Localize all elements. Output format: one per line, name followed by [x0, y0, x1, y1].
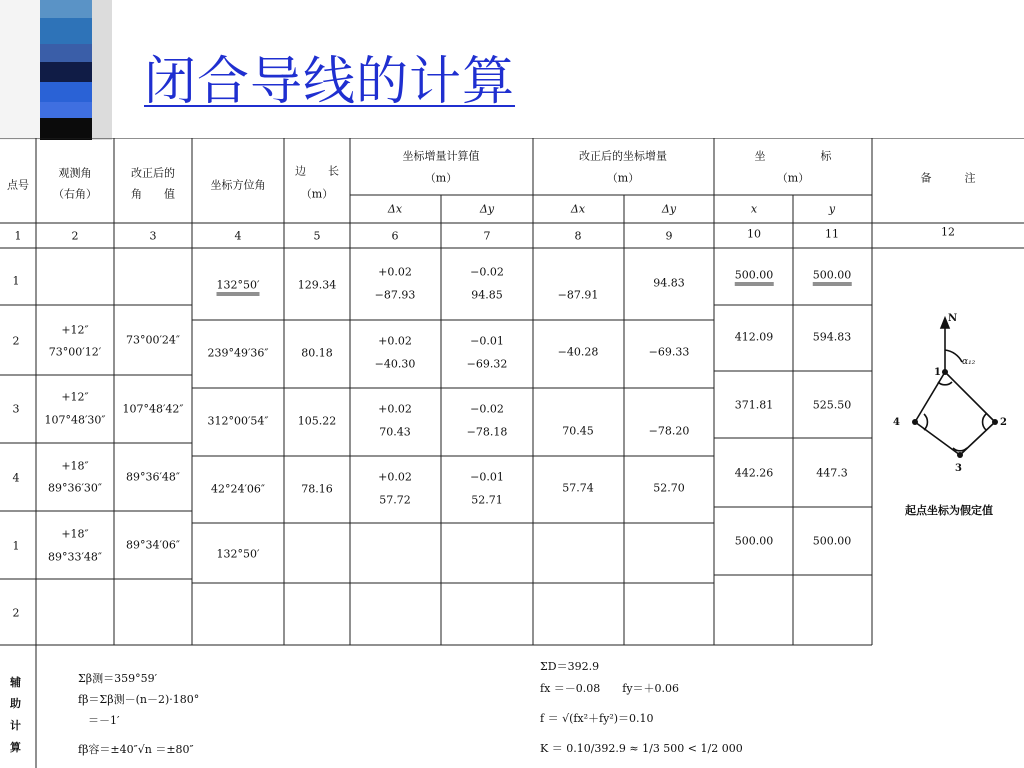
dy-correction: −0.02 — [470, 265, 504, 279]
col-num: 1 — [14, 229, 22, 243]
side-length: 78.16 — [301, 482, 333, 496]
dx-correction: +0.02 — [378, 265, 412, 279]
aux-label-2: 助 — [10, 697, 21, 710]
aux-label-4: 算 — [10, 741, 21, 754]
dx-value: −40.30 — [374, 357, 416, 371]
station-2-label: 2 — [1000, 417, 1007, 428]
dy-value: 94.85 — [471, 288, 503, 302]
dy-corrected: −69.33 — [648, 345, 690, 359]
col-num: 9 — [665, 229, 673, 243]
corrected-angle: 107°48′42″ — [122, 402, 184, 416]
subheader-y: y — [828, 202, 836, 216]
dx-value: −87.93 — [374, 288, 416, 302]
header-length: 边 长 — [295, 164, 339, 178]
header-obs-angle: 观测角 — [58, 166, 92, 180]
header-increment-corr: 改正后的坐标增量 — [579, 149, 667, 163]
header-length-unit: （m） — [300, 187, 334, 201]
header-point: 点号 — [7, 178, 29, 192]
obs-angle-correction: +18″ — [61, 459, 89, 473]
subheader-dy-calc: Δy — [479, 202, 495, 216]
dy-correction: −0.01 — [470, 334, 504, 348]
corrected-angle: 89°34′06″ — [125, 538, 181, 552]
obs-angle-correction: +12″ — [61, 390, 89, 404]
header-coordinates-unit: （m） — [776, 171, 810, 185]
corrected-angle: 73°00′24″ — [125, 333, 181, 347]
aux-f-beta-value: ＝－1′ — [88, 714, 120, 727]
remark-text: 起点坐标为假定值 — [905, 504, 993, 517]
col-num: 12 — [941, 225, 955, 239]
dy-correction: −0.02 — [470, 402, 504, 416]
aux-sum-beta: Σβ测＝359°59′ — [78, 672, 158, 685]
aux-f: f ＝ √(fx²＋fy²)＝0.10 — [540, 712, 654, 725]
subheader-dx-calc: Δx — [387, 202, 403, 216]
aux-label-3: 计 — [10, 719, 21, 732]
x-coordinate: 442.26 — [734, 466, 774, 480]
x-coordinate: 371.81 — [734, 398, 774, 412]
dy-corrected: 94.83 — [653, 276, 685, 290]
y-coordinate: 500.00 — [812, 534, 852, 548]
point-number: 2 — [12, 606, 20, 620]
x-coordinate: 412.09 — [734, 330, 774, 344]
dx-correction: +0.02 — [378, 402, 412, 416]
traverse-diagram — [890, 310, 1020, 480]
dy-correction: −0.01 — [470, 470, 504, 484]
dy-value: 52.71 — [471, 493, 503, 507]
azimuth-symbol: α₁₂ — [962, 357, 976, 367]
side-length: 105.22 — [297, 414, 337, 428]
col-num: 7 — [483, 229, 491, 243]
header-corrected-angle-sub: 角 值 — [131, 187, 175, 201]
aux-sum-d: ΣD＝392.9 — [540, 660, 600, 673]
x-coordinate-start: 500.00 — [735, 269, 774, 286]
dx-corrected: −40.28 — [557, 345, 599, 359]
corrected-angle: 89°36′48″ — [125, 470, 181, 484]
header-azimuth: 坐标方位角 — [210, 178, 266, 192]
col-num: 8 — [574, 229, 582, 243]
point-number: 4 — [12, 471, 20, 485]
col-num: 5 — [313, 229, 321, 243]
dx-corrected: −87.91 — [557, 288, 599, 302]
obs-angle-value: 107°48′30″ — [44, 413, 106, 427]
page-title: 闭合导线的计算 — [144, 52, 516, 112]
subheader-dy-corr: Δy — [661, 202, 677, 216]
aux-fx-fy: fx ＝－0.08 fy＝＋0.06 — [540, 682, 680, 695]
point-number: 1 — [12, 539, 20, 553]
dx-corrected: 70.45 — [562, 424, 594, 438]
col-num: 6 — [391, 229, 399, 243]
header-increment-calc-unit: （m） — [424, 171, 458, 185]
point-number: 2 — [12, 334, 20, 348]
point-number: 1 — [12, 274, 20, 288]
dx-value: 57.72 — [379, 493, 411, 507]
col-num: 2 — [71, 229, 79, 243]
aux-label-1: 辅 — [10, 676, 21, 689]
subheader-dx-corr: Δx — [570, 202, 586, 216]
dy-corrected: 52.70 — [653, 481, 685, 495]
y-coordinate: 525.50 — [812, 398, 852, 412]
aux-f-beta-allow: fβ容＝±40″√n ＝±80″ — [78, 743, 194, 756]
y-coordinate: 594.83 — [812, 330, 852, 344]
aux-k: K ＝ 0.10/392.9 ≈ 1/3 500 < 1/2 000 — [540, 742, 743, 755]
obs-angle-correction: +12″ — [61, 323, 89, 337]
header-obs-angle-sub: （右角） — [53, 187, 97, 201]
decorative-color-bar — [0, 0, 112, 140]
north-label: N — [948, 313, 958, 324]
side-length: 129.34 — [297, 278, 337, 292]
col-num: 11 — [825, 227, 839, 241]
col-num: 4 — [234, 229, 242, 243]
header-increment-corr-unit: （m） — [606, 171, 640, 185]
y-coordinate-start: 500.00 — [813, 269, 852, 286]
dy-corrected: −78.20 — [648, 424, 690, 438]
station-3-label: 3 — [955, 463, 962, 474]
aux-f-beta: fβ＝Σβ测－(n－2)·180° — [78, 693, 200, 706]
x-coordinate: 500.00 — [734, 534, 774, 548]
station-4-label: 4 — [893, 417, 900, 428]
header-coordinates: 坐 标 — [754, 149, 832, 163]
dy-value: −78.18 — [466, 425, 508, 439]
obs-angle-correction: +18″ — [61, 527, 89, 541]
header-remarks: 备 注 — [920, 171, 976, 185]
dx-correction: +0.02 — [378, 470, 412, 484]
obs-angle-value: 73°00′12′ — [48, 345, 102, 359]
dx-value: 70.43 — [379, 425, 411, 439]
dy-value: −69.32 — [466, 357, 508, 371]
obs-angle-value: 89°36′30″ — [47, 481, 103, 495]
dx-correction: +0.02 — [378, 334, 412, 348]
station-1-label: 1 — [934, 367, 941, 378]
dx-corrected: 57.74 — [562, 481, 594, 495]
point-number: 3 — [12, 402, 20, 416]
y-coordinate: 447.3 — [816, 466, 848, 480]
col-num: 10 — [747, 227, 761, 241]
side-length: 80.18 — [301, 346, 333, 360]
col-num: 3 — [149, 229, 157, 243]
azimuth: 132°50′ — [216, 547, 260, 561]
azimuth: 239°49′36″ — [207, 346, 269, 360]
subheader-x: x — [750, 202, 758, 216]
header-increment-calc: 坐标增量计算值 — [402, 149, 480, 163]
azimuth-start: 132°50′ — [217, 279, 260, 296]
azimuth: 42°24′06″ — [210, 482, 266, 496]
header-corrected-angle: 改正后的 — [131, 166, 175, 180]
obs-angle-value: 89°33′48″ — [47, 550, 103, 564]
azimuth: 312°00′54″ — [207, 414, 269, 428]
